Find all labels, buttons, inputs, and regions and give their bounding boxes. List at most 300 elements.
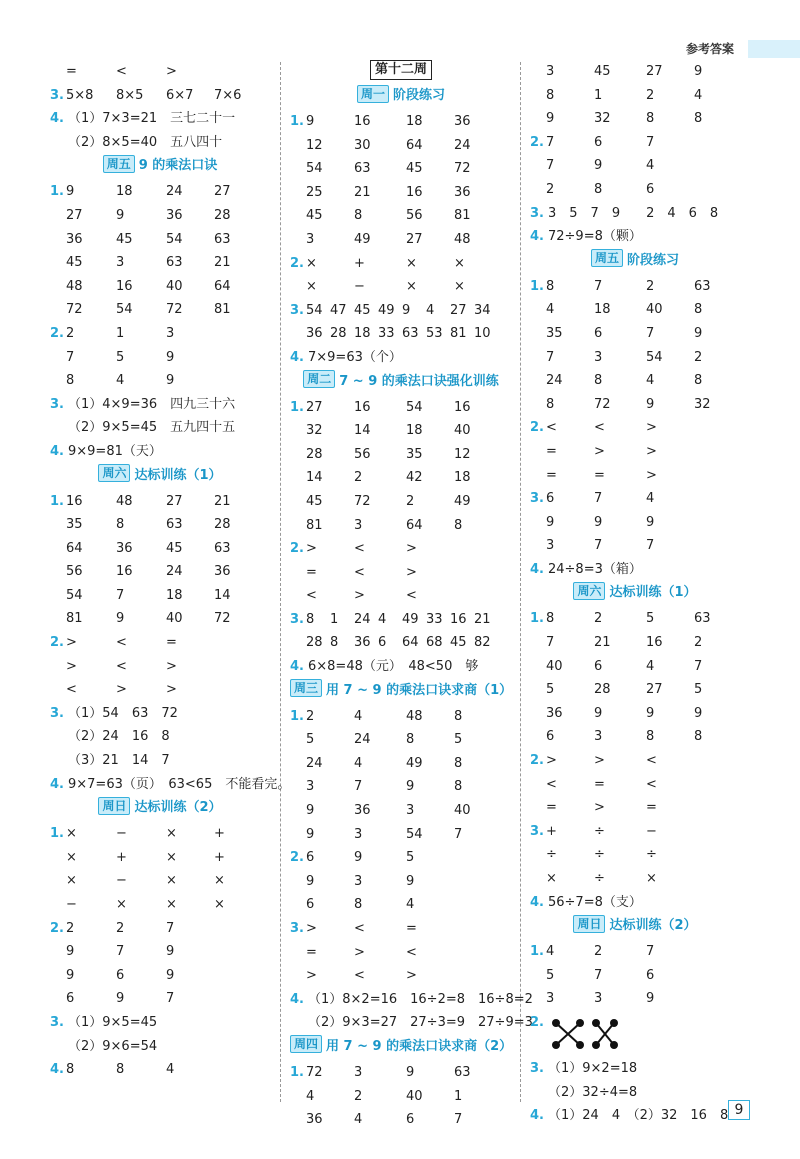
answer-cell: 16 (116, 278, 133, 294)
answer-cell: 48 (116, 493, 133, 509)
answer-cell: 9 (354, 850, 363, 866)
answer-cell: 5 (694, 682, 703, 698)
answer-row (290, 846, 512, 870)
answer-cell: 54 (66, 587, 83, 603)
answer-row (530, 867, 740, 891)
answer-cell: 9 (406, 779, 415, 795)
answer-cell: 18 (116, 184, 133, 200)
answer-cell: 45 (306, 493, 323, 509)
answer-cell: 2 (694, 349, 703, 365)
question-number: 2. (530, 753, 544, 769)
answer-cell: 8 (454, 517, 463, 533)
answer-text: （2）24 16 8 (68, 729, 170, 745)
answer-cell: 4 (306, 1088, 315, 1104)
answer-cell: 54 (646, 349, 663, 365)
page-number: 9 (728, 1100, 750, 1120)
answer-cell: 3 (354, 826, 363, 842)
question-number: 3. (50, 396, 64, 412)
answer-cell: 3 (594, 991, 603, 1007)
answer-cell: 6 (646, 967, 655, 983)
question-number: 1. (50, 184, 64, 200)
answer-cell: 7 (546, 635, 555, 651)
section-heading (530, 581, 740, 607)
answer-cell: 4 (378, 611, 387, 627)
answer-cell: 24 (546, 373, 563, 389)
answer-cell: 5 (406, 850, 415, 866)
answer-cell: < (354, 921, 365, 936)
answer-cell: 53 (426, 326, 443, 342)
answer-cell: 9 (66, 944, 75, 960)
answer-text: （1）7×3=21 三七二十一 (68, 111, 236, 127)
answer-cell: 33 (426, 611, 443, 627)
answer-cell: 9 (646, 991, 655, 1007)
answer-cell: 8 (694, 302, 703, 318)
answer-cell: 40 (646, 302, 663, 318)
answer-cell: 9 (694, 64, 703, 79)
answer-cell: < (406, 944, 417, 960)
answer-cell: 18 (166, 587, 183, 603)
answer-text: 24÷8=3（箱） (548, 561, 642, 577)
answer-row (290, 964, 512, 988)
answer-row (290, 181, 512, 205)
answer-row (290, 396, 512, 420)
section-day-tag: 周日 (98, 797, 130, 815)
answer-row (50, 84, 270, 108)
answer-cell: > (354, 944, 365, 960)
question-number: 3. (290, 611, 304, 627)
answer-cell: 6 (594, 134, 603, 150)
question-number: 3. (530, 491, 544, 507)
answer-cell: 8 (594, 373, 603, 389)
answer-text-line (50, 1035, 270, 1059)
answer-row (530, 84, 740, 108)
answer-cell: 9 (66, 967, 75, 983)
answer-cell: 56 (66, 564, 83, 580)
answer-cell: 8 (594, 181, 603, 197)
answer-text-line (50, 393, 270, 417)
answer-cell: 48 (66, 278, 83, 294)
answer-cell: 40 (546, 658, 563, 674)
section-day-tag: 周二 (303, 370, 335, 388)
answer-cell: 63 (354, 161, 371, 177)
answer-row (290, 299, 512, 323)
answer-cell: 24 (354, 732, 371, 748)
answer-cell: 72 (306, 1064, 323, 1080)
answer-cell: 4 (546, 944, 555, 960)
answer-cell: × (306, 279, 317, 295)
answer-text-line (530, 1057, 740, 1081)
answer-row (530, 631, 740, 655)
answer-cell: 27 (646, 682, 663, 698)
answer-row (290, 799, 512, 823)
answer-cell: 7 (354, 779, 363, 795)
answer-row (530, 369, 740, 393)
answer-cell: 7 (454, 826, 463, 842)
answer-cell: 8 (66, 1062, 75, 1078)
section-title: 用 7 ~ 9 的乘法口诀求商（2） (326, 1038, 513, 1054)
answer-row (530, 534, 740, 558)
answer-row (530, 487, 740, 511)
question-number: 3. (50, 1014, 64, 1030)
section-title: 7 ~ 9 的乘法口诀强化训练 (339, 373, 499, 389)
question-number: 2. (50, 635, 64, 651)
answer-cell: 36 (454, 114, 471, 129)
answer-cell: > (66, 635, 77, 651)
answer-cell: 9 (116, 991, 125, 1007)
answer-cell: 34 (474, 302, 491, 318)
section-heading (530, 914, 740, 940)
answer-row (530, 131, 740, 155)
answer-cell: × (66, 826, 77, 842)
answer-text-line (530, 225, 740, 249)
answer-cell: 54 (166, 231, 183, 247)
answer-cell: 16 (646, 635, 663, 651)
answer-row (290, 134, 512, 158)
column-divider-1 (280, 62, 281, 1102)
answer-cell: 8 (546, 611, 555, 627)
answer-row (290, 752, 512, 776)
answer-cell: 7 (546, 134, 555, 150)
answer-cell: < (546, 776, 557, 792)
answer-text: （1）24 4 （2）32 16 8 (548, 1108, 729, 1124)
answer-row (50, 346, 270, 370)
answer-cell: 9 (694, 705, 703, 721)
answer-cell: 36 (306, 1112, 323, 1128)
answer-cell: 8 (306, 611, 315, 627)
answer-row (50, 369, 270, 393)
answer-cell: 5 (306, 732, 315, 748)
answer-cell: 16 (354, 399, 371, 415)
question-number: 2. (290, 541, 304, 557)
answer-cell: 1 (330, 611, 339, 627)
answer-cell: = (306, 564, 317, 580)
answer-cell: 7 (454, 1112, 463, 1128)
answer-row (290, 608, 512, 632)
answer-row (50, 60, 270, 84)
answer-cell: 2 (594, 944, 603, 960)
answer-cell: 48 (454, 231, 471, 247)
answer-cell: 9 (166, 967, 175, 983)
answer-cell: 21 (214, 493, 231, 509)
answer-row (50, 490, 270, 514)
answer-cell: 48 (406, 708, 423, 724)
answer-cell: > (116, 682, 127, 698)
answer-cell: 72 (166, 302, 183, 318)
answer-cell: 32 (306, 423, 323, 439)
question-number: 1. (290, 1064, 304, 1080)
answer-text-line (50, 440, 270, 464)
answer-row (290, 204, 512, 228)
answer-cell: 9 (406, 873, 415, 889)
answer-cell: > (546, 753, 557, 769)
answer-cell: 8 (694, 111, 703, 127)
answer-row (530, 275, 740, 299)
answer-cell: 49 (354, 231, 371, 247)
answer-row (50, 1058, 270, 1082)
answer-text-line (530, 558, 740, 582)
answer-cell: 9 (546, 111, 555, 127)
answer-cell: 35 (66, 517, 83, 533)
answer-cell: 2 (594, 611, 603, 627)
answer-row (290, 419, 512, 443)
answer-cell: 4 (646, 158, 655, 174)
answer-row (290, 537, 512, 561)
answer-cell: 4 (354, 1112, 363, 1128)
answer-cell: 4 (646, 373, 655, 389)
answer-cell: 14 (306, 470, 323, 486)
answer-cell: 7 (546, 158, 555, 174)
answer-cell: 27 (406, 231, 423, 247)
answer-cell: 2 (546, 181, 555, 197)
answer-cell: 9 (594, 705, 603, 721)
question-number: 2. (530, 134, 544, 150)
answer-cell: 8 (694, 729, 703, 745)
answer-cell: 54 (406, 399, 423, 415)
answer-cell: 27 (450, 302, 467, 318)
question-number: 3. (290, 302, 304, 318)
answer-text: （1）9×5=45 (68, 1014, 158, 1030)
answer-row (50, 822, 270, 846)
answer-row (290, 631, 512, 655)
answer-text: （1）4×9=36 四九三十六 (68, 396, 236, 412)
answer-row (50, 964, 270, 988)
section-title: 达标训练（1） (134, 467, 222, 483)
answer-row (50, 275, 270, 299)
answer-cell: 82 (474, 635, 491, 651)
answer-cell: 81 (66, 611, 83, 627)
answer-text: 7×9=63（个） (308, 349, 402, 365)
answer-cell: 9 (646, 396, 655, 412)
answer-cell: 6 (378, 635, 387, 651)
answer-cell: − (116, 826, 127, 842)
answer-cell: 6×7 (166, 87, 194, 103)
section-title: 用 7 ~ 9 的乘法口诀求商（1） (326, 682, 513, 698)
section-heading (50, 796, 270, 822)
answer-text: 72÷9=8（颗） (548, 229, 642, 245)
answer-cell: < (116, 658, 127, 674)
answer-cell: 81 (214, 302, 231, 318)
answer-row (290, 917, 512, 941)
answer-text: 56÷7=8（支） (548, 894, 642, 910)
answer-cell: − (66, 897, 77, 912)
section-title: 9 的乘法口诀 (138, 158, 218, 174)
answer-cell: 28 (594, 682, 611, 698)
answer-cell: 49 (378, 302, 395, 318)
answer-row (290, 728, 512, 752)
answer-cell: = (306, 944, 317, 960)
answer-row (290, 157, 512, 181)
answer-cell: 4 (354, 755, 363, 771)
answer-cell: = (66, 64, 77, 79)
answer-cell: × (546, 871, 557, 886)
answer-cell: 3 (166, 325, 175, 341)
answer-cell: 9 (402, 302, 411, 318)
answer-cell: 8 (116, 1062, 125, 1078)
answer-cell: 40 (406, 1088, 423, 1104)
answer-cell: 7 (166, 991, 175, 1007)
answer-cell: > (166, 658, 177, 674)
answer-cell: × (166, 873, 177, 889)
answer-cell: 40 (166, 278, 183, 294)
answer-cell: 30 (354, 137, 371, 153)
section-day-tag: 周五 (103, 155, 135, 173)
answer-cell: × (166, 897, 177, 912)
answer-cell: > (354, 588, 365, 604)
answer-cell: 12 (306, 137, 323, 153)
answer-cell: 18 (406, 423, 423, 439)
answer-text: （1）9×2=18 (548, 1060, 638, 1076)
answer-cell: 3 (546, 64, 555, 79)
answer-row (50, 228, 270, 252)
answer-cell: 8 (546, 396, 555, 412)
question-number: 1. (530, 278, 544, 294)
answer-cell: 45 (450, 635, 467, 651)
answer-cell: 36 (354, 803, 371, 819)
answer-cell: ÷ (594, 847, 605, 863)
answer-cell: ÷ (646, 847, 657, 863)
answer-cell: 49 (454, 493, 471, 509)
section-heading (50, 464, 270, 490)
answer-cell: 33 (378, 326, 395, 342)
answer-cell: 49 (406, 755, 423, 771)
answer-cell: < (66, 682, 77, 698)
answer-row (530, 511, 740, 535)
answer-cell: 36 (354, 635, 371, 651)
answer-cell: = (166, 635, 177, 651)
answer-cell: 63 (214, 231, 231, 247)
answer-cell: > (646, 443, 657, 459)
answer-cell: 8 (646, 111, 655, 127)
answer-text: （1）8×2=16 16÷2=8 16÷8=2 (308, 991, 533, 1007)
answer-cell: 40 (454, 803, 471, 819)
answer-cell: + (214, 849, 225, 865)
answer-cell: 72 (214, 611, 231, 627)
answer-cell: 9 (116, 207, 125, 223)
answer-cell: > (306, 968, 317, 984)
answer-cell: 16 (450, 611, 467, 627)
answer-cell: 5 (454, 732, 463, 748)
answer-cell: 9 (166, 373, 175, 389)
answer-cell: > (594, 443, 605, 459)
answer-cell: 63 (694, 278, 711, 294)
answer-row (50, 940, 270, 964)
answer-row (530, 940, 740, 964)
answer-cell: 7 (546, 349, 555, 365)
answer-cell: 72 (454, 161, 471, 177)
answer-row (50, 513, 270, 537)
answer-cell: 8 (406, 732, 415, 748)
answer-cell: 8 (546, 278, 555, 294)
answer-cell: 49 (402, 611, 419, 627)
answer-row (50, 560, 270, 584)
answer-cell: 9 (306, 826, 315, 842)
answer-cell: 81 (450, 326, 467, 342)
answer-row (290, 1108, 512, 1132)
answer-row (530, 464, 740, 488)
answer-cell: 1 (116, 325, 125, 341)
section-day-tag: 周五 (591, 249, 623, 267)
answer-row (530, 773, 740, 797)
section-heading (290, 1035, 512, 1061)
answer-cell: 2 (354, 1088, 363, 1104)
answer-cell: 25 (306, 184, 323, 200)
answer-cell: 64 (402, 635, 419, 651)
answer-cell: 2 (646, 278, 655, 294)
answer-cell: 2 (406, 493, 415, 509)
question-number: 1. (530, 944, 544, 960)
answer-row (290, 514, 512, 538)
question-number: 1. (50, 826, 64, 842)
section-heading (530, 249, 740, 275)
question-number: 2. (50, 325, 64, 341)
answer-cell: = (546, 467, 557, 483)
answer-row (530, 322, 740, 346)
section-day-tag: 周四 (290, 1035, 322, 1053)
answer-cell: 12 (454, 446, 471, 462)
answer-cell: 9 (166, 944, 175, 960)
answer-cell: 45 (354, 302, 371, 318)
answer-text-line (290, 988, 533, 1012)
answer-cell: 5 (546, 967, 555, 983)
answer-text-line (530, 891, 740, 915)
answer-cell: 4 (646, 658, 655, 674)
section-heading (290, 370, 512, 396)
question-number: 4. (290, 349, 304, 365)
answer-row (290, 561, 512, 585)
answer-cell: 63 (454, 1064, 471, 1080)
answer-cell: < (354, 968, 365, 984)
answer-cell: 28 (306, 635, 323, 651)
answer-cell: 8 (646, 729, 655, 745)
answer-row (50, 987, 270, 1011)
answer-text: （2）9×6=54 (68, 1038, 158, 1054)
answer-cell: 5 (116, 349, 125, 365)
answer-cell: × (406, 279, 417, 295)
answer-cell: = (646, 800, 657, 816)
answer-cell: 8 (694, 373, 703, 389)
question-number: 2. (530, 1014, 544, 1030)
answer-text: （1）54 63 72 (68, 705, 178, 721)
answer-cell: 3 (546, 538, 555, 554)
answer-row (290, 823, 512, 847)
section-heading (290, 679, 512, 705)
answer-row (290, 1061, 512, 1085)
answer-cell: 5×8 (66, 87, 94, 103)
answer-text-line (50, 131, 270, 155)
answer-cell: 8 (354, 897, 363, 913)
answer-row (290, 775, 512, 799)
answer-cell: 2 (354, 470, 363, 486)
answer-cell: 54 (116, 302, 133, 318)
answer-cell: 68 (426, 635, 443, 651)
answer-row (530, 154, 740, 178)
section-day-tag: 周日 (573, 915, 605, 933)
question-number: 4. (530, 229, 544, 245)
answer-cell: > (406, 541, 417, 557)
answer-cell: 56 (354, 446, 371, 462)
answer-cell: 4 (546, 302, 555, 318)
answer-row (530, 964, 740, 988)
question-number: 2. (530, 420, 544, 436)
answer-cell: 7 (646, 538, 655, 554)
answer-cell: 2 (66, 325, 75, 341)
answer-text-line (50, 702, 270, 726)
answer-cell: 42 (406, 470, 423, 486)
section-heading (50, 154, 270, 180)
answer-cell: < (546, 420, 557, 436)
section-day-tag: 周一 (357, 85, 389, 103)
answer-text-line (530, 1081, 740, 1105)
